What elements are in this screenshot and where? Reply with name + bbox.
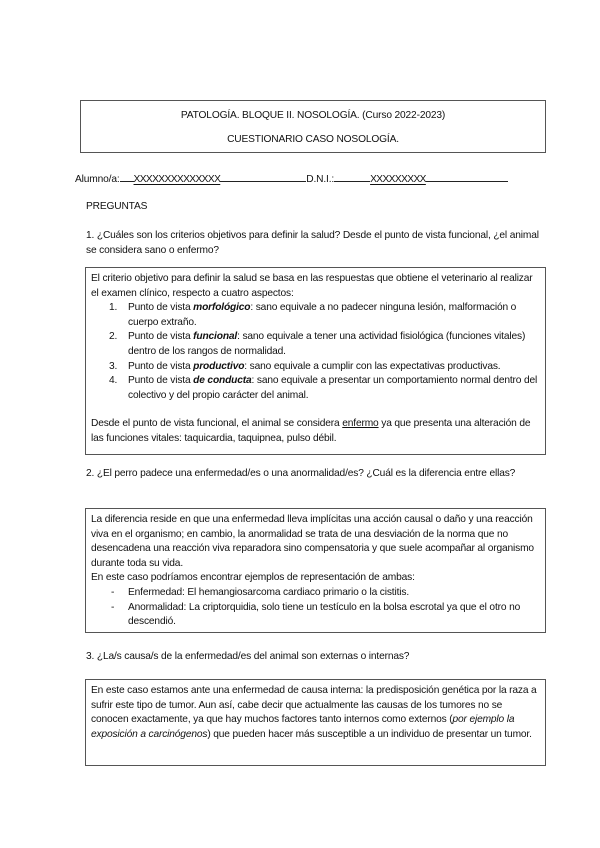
dni-value: XXXXXXXXX [370,174,426,185]
list-item: 3. Punto de vista productivo: sano equivale a cumplir con las expectativas productivas. [109,360,501,372]
name-blank-trailing [220,171,306,182]
carcinogen-example: por ejemplo la exposición a carcinógenos [91,714,515,740]
answer-box-3 [85,679,546,766]
document-subtitle: CUESTIONARIO CASO NOSOLOGÍA. [227,134,399,145]
question-2: 2. ¿El perro padece una enfermedad/es o una anormalidad/es? ¿Cuál es la diferencia entre ellas? [86,468,516,479]
dni-blank-leading [334,171,370,182]
term-productivo: productivo [193,360,245,372]
answer-2-examples-intro: En este caso podríamos encontrar ejemplos de representación de ambas: [91,572,415,584]
question-1: 1. ¿Cuáles son los criterios objetivos para definir la salud? Desde el punto de vista funcional, ¿el animal se considera sano o enfermo? [86,230,539,256]
answer-1-conclusion: Desde el punto de vista funcional, el animal se considera enfermo ya que presenta una alteración de las funciones vitales: taquicardia, taquipnea, pulso débil. [91,418,531,444]
examples-list [91,586,540,630]
answer-box-1 [85,267,546,455]
term-de-conducta: de conducta [193,375,252,387]
term-funcional: funcional [193,331,238,343]
header-box [80,100,546,153]
list-item: - Enfermedad: El hemangiosarcoma cardiaco primario o la cistitis. [111,586,410,598]
dni-label: D.N.I.: [306,174,335,185]
health-criteria-list [91,301,540,403]
section-title: PREGUNTAS [86,201,148,212]
dni-blank-trailing [426,171,508,182]
spacer [91,403,540,417]
list-item: - Anormalidad: La criptorquidia, solo tiene un testículo en la bolsa escrotal ya que el otro no descendió. [111,601,521,628]
question-3: 3. ¿La/s causa/s de la enfermedad/es del animal son externas o internas? [86,651,410,662]
list-item: 1. Punto de vista morfológico: sano equivale a no padecer ninguna lesión, malformación o cuerpo extraño. [109,302,517,328]
list-item: 4. Punto de vista de conducta: sano equivale a presentar un comportamiento normal dentro del colectivo y del propio carácter del animal. [109,375,538,401]
answer-1-intro: El criterio objetivo para definir la salud se basa en las respuestas que obtiene el veterinario al realizar el examen clínico, respecto a cuatro aspectos: [91,273,533,299]
answer-box-2 [85,508,546,633]
document-title: PATOLOGÍA. BLOQUE II. NOSOLOGÍA. (Curso 2022-2023) [180,110,446,121]
student-name-label: Alumno/a: [75,174,120,185]
name-blank-leading [120,171,134,182]
answer-2-paragraph: La diferencia reside en que una enfermedad lleva implícitas una acción causal o daño y una reacción viva en el organismo; en cambio, la anormalidad se trata de una desviación de la norma que no desencadena una reacción viva reparadora sino compensatoria y que suele acompañar al organismo durante toda su vida. [91,514,534,569]
student-name-value: XXXXXXXXXXXXXX [133,174,221,185]
student-info-line [75,171,545,185]
list-item: 2. Punto de vista funcional: sano equivale a tener una actividad fisiológica (funciones vitales) dentro de los rangos de normalidad. [109,331,526,357]
key-word-enfermo: enfermo [342,418,379,430]
term-morfologico: morfológico [193,302,251,314]
answer-3-paragraph: En este caso estamos ante una enfermedad de causa interna: la predisposición genética por la raza a sufrir este tipo de tumor. Aun así, cabe decir que actualmente las causas de los tumores no se conocen exactamente, ya que hay muchos factores tanto internos como externos (por ejemplo la exposición a carcinógenos) que pueden hacer más susceptible a un individuo de presentar un tumor. [91,685,537,740]
